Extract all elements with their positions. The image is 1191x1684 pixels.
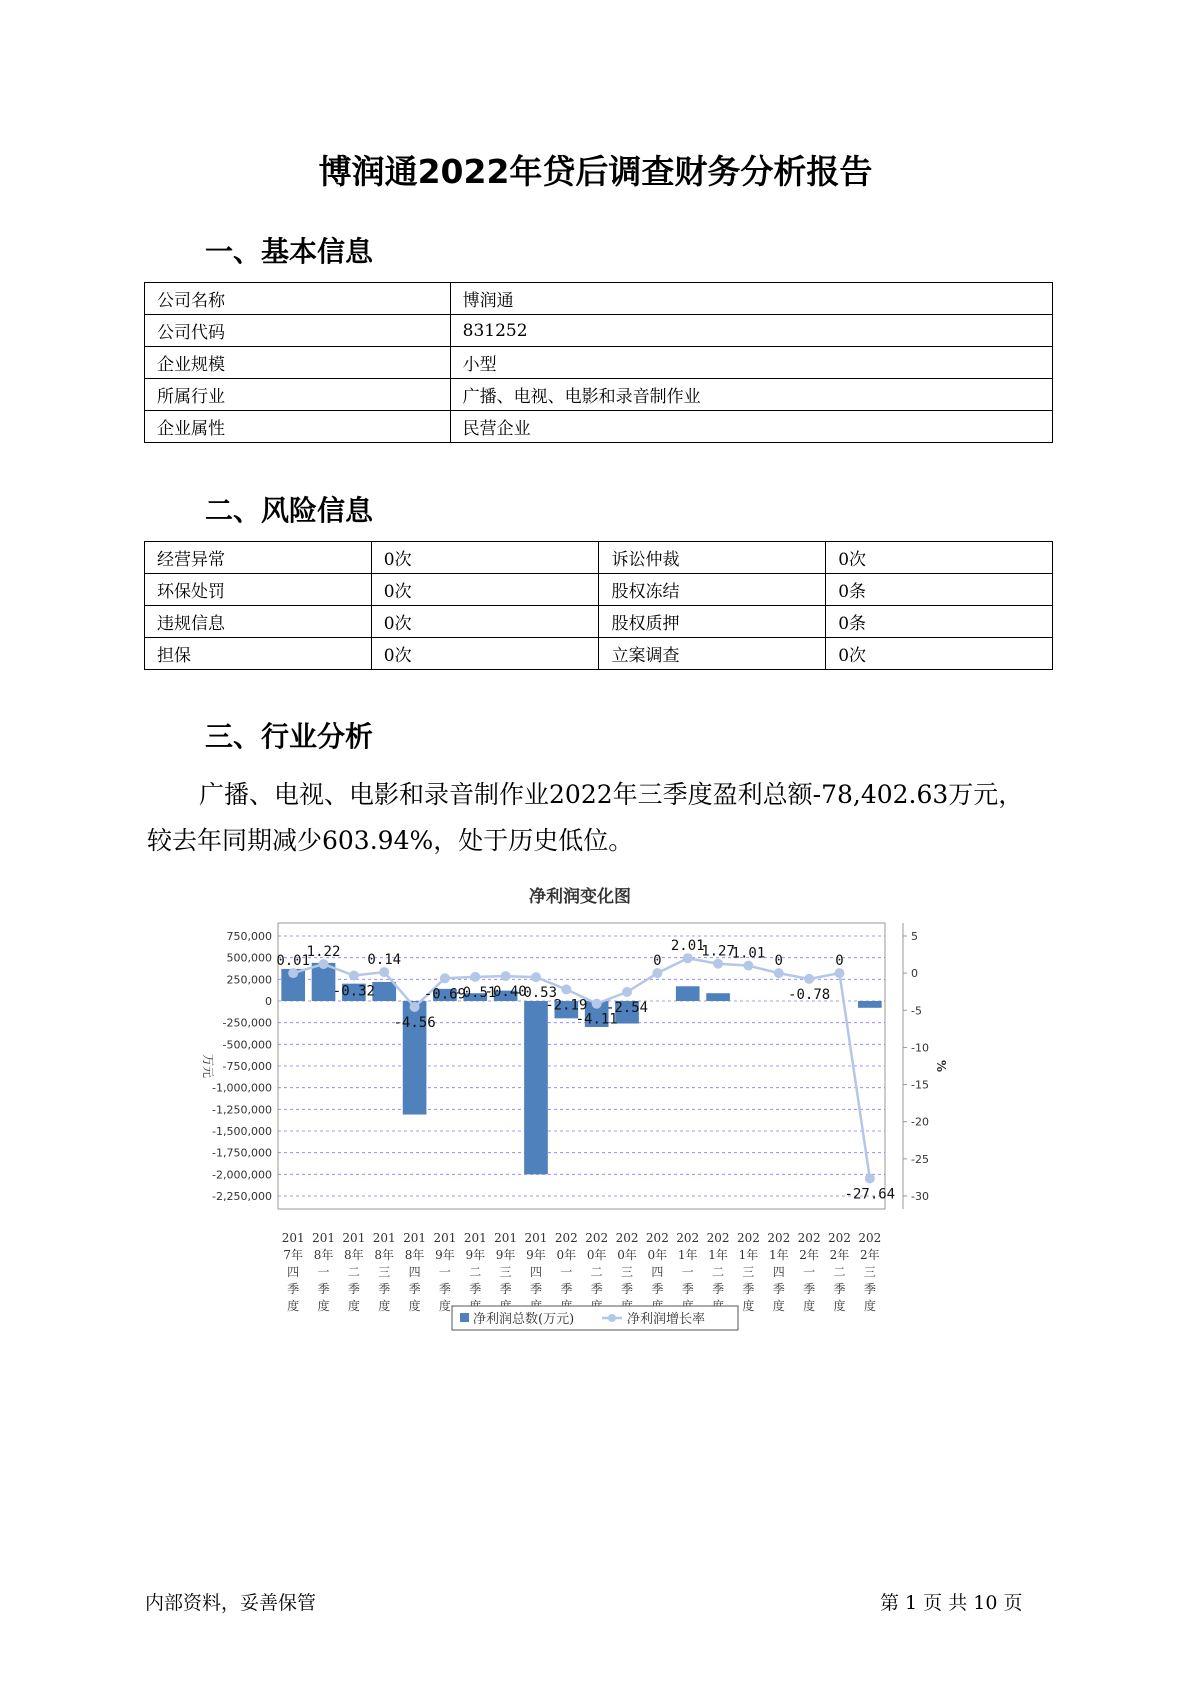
risk-value: 0条 [826, 574, 1053, 606]
growth-point [774, 968, 784, 978]
x-tick-label: 1年 [677, 1248, 698, 1262]
y-tick-label: -1,000,000 [212, 1081, 272, 1095]
x-tick-label: 四 [529, 1265, 542, 1279]
table-row [145, 638, 1053, 670]
x-tick-label: 度 [833, 1299, 846, 1313]
x-tick-label: 202 [858, 1231, 882, 1245]
section-industry-heading: 三、行业分析 [205, 720, 374, 753]
x-tick-label: 三 [499, 1265, 512, 1279]
table-row [145, 283, 1053, 315]
x-tick-label: 0年 [617, 1248, 637, 1262]
growth-point [743, 961, 753, 971]
data-label: 0 [835, 953, 844, 970]
data-label: 1.22 [306, 944, 341, 961]
growth-point [683, 953, 693, 963]
risk-info-table [144, 541, 1053, 670]
growth-point [379, 967, 389, 977]
risk-value: 0次 [371, 542, 599, 574]
x-tick-label: 四 [772, 1265, 785, 1279]
y-tick-label: 500,000 [226, 951, 272, 965]
x-tick-label: 度 [803, 1299, 816, 1313]
x-tick-label: 202 [828, 1231, 851, 1245]
x-tick-label: 9年 [526, 1248, 546, 1262]
x-tick-label: 2年 [829, 1248, 850, 1262]
x-tick-label: 季 [560, 1282, 573, 1296]
x-tick-label: 8年 [344, 1248, 364, 1262]
growth-point [288, 968, 298, 978]
x-tick-label: 季 [803, 1282, 816, 1296]
net-profit-chart [190, 880, 950, 1350]
x-tick-label: 二 [590, 1265, 603, 1279]
x-tick-label: 202 [645, 1231, 669, 1245]
growth-point [440, 973, 450, 983]
x-tick-label: 季 [529, 1282, 542, 1296]
section-basic-heading: 一、基本信息 [205, 235, 374, 268]
x-tick-label: 四 [651, 1265, 664, 1279]
x-tick-label: 201 [524, 1231, 548, 1245]
risk-label: 股权质押 [599, 606, 826, 638]
y-tick-label: 0 [265, 995, 272, 1008]
x-tick-label: 0年 [586, 1248, 607, 1262]
data-label: -2.54 [605, 1000, 649, 1017]
x-tick-label: 202 [767, 1231, 791, 1245]
risk-label: 违规信息 [145, 606, 372, 638]
growth-point [561, 984, 571, 994]
x-tick-label: 度 [347, 1299, 360, 1313]
x-tick-label: 201 [463, 1231, 487, 1245]
x-tick-label: 7年 [283, 1248, 303, 1262]
risk-label: 环保处罚 [145, 574, 372, 606]
x-tick-label: 202 [554, 1231, 578, 1245]
x-tick-label: 二 [469, 1265, 482, 1279]
y-tick-label: -750,000 [222, 1060, 272, 1073]
y-axis-label: 万元 [201, 1053, 215, 1079]
x-tick-label: 三 [621, 1265, 634, 1279]
y-tick-label: -2,000,000 [212, 1168, 272, 1182]
bar [372, 982, 396, 1001]
risk-value: 0次 [826, 638, 1053, 670]
growth-point [531, 972, 541, 982]
basic-value: 831252 [450, 315, 1052, 347]
y-tick-label: -1,500,000 [212, 1125, 272, 1138]
y-tick-label: -1,750,000 [212, 1146, 272, 1160]
industry-paragraph: 广播、电视、电影和录音制作业2022年三季度盈利总额-78,402.63万元，较去年同期减少603.94%，处于历史低位。 [147, 780, 1024, 855]
basic-value: 博润通 [450, 283, 1052, 315]
y2-axis-label: % [934, 1059, 948, 1073]
x-tick-label: 一 [560, 1265, 573, 1279]
data-label: -0.53 [514, 985, 558, 1002]
basic-value: 小型 [450, 347, 1052, 379]
x-tick-label: 9年 [435, 1248, 455, 1262]
x-tick-label: 季 [772, 1282, 785, 1296]
data-label: -27.64 [844, 1186, 896, 1203]
x-tick-label: 2年 [860, 1248, 880, 1262]
x-tick-label: 季 [651, 1282, 664, 1296]
x-tick-label: 9年 [465, 1248, 486, 1262]
x-tick-label: 2年 [799, 1248, 819, 1262]
data-label: -0.51 [454, 984, 497, 1001]
risk-value: 0次 [371, 606, 599, 638]
data-label: -0.69 [423, 986, 467, 1003]
x-tick-label: 三 [863, 1265, 876, 1279]
footer-note: 内部资料，妥善保管 [145, 1592, 317, 1614]
y2-tick-label: -5 [911, 1004, 922, 1018]
table-row [145, 606, 1053, 638]
x-tick-label: 202 [736, 1231, 760, 1245]
data-label: 0.01 [276, 953, 311, 970]
y-tick-label: -500,000 [222, 1038, 272, 1052]
risk-label: 担保 [145, 638, 372, 670]
growth-point [834, 968, 844, 978]
chart-title: 净利润变化图 [529, 887, 631, 907]
x-tick-label: 季 [833, 1282, 846, 1296]
x-tick-label: 201 [342, 1231, 366, 1245]
data-label: 2.01 [670, 938, 705, 955]
risk-label: 经营异常 [145, 542, 372, 574]
bar [676, 986, 700, 1001]
section-risk-heading: 二、风险信息 [205, 494, 374, 527]
x-tick-label: 0年 [647, 1248, 668, 1262]
risk-value: 0次 [826, 542, 1053, 574]
y2-tick-label: -15 [911, 1078, 929, 1092]
x-tick-label: 201 [372, 1231, 396, 1245]
y2-tick-label: 5 [911, 930, 918, 943]
x-tick-label: 8年 [374, 1248, 395, 1262]
growth-point [804, 974, 814, 984]
basic-label: 所属行业 [145, 379, 451, 411]
basic-label: 公司代码 [145, 315, 451, 347]
x-tick-label: 度 [378, 1299, 391, 1313]
x-tick-label: 一 [803, 1265, 816, 1279]
x-tick-label: 三 [742, 1265, 755, 1279]
bar [858, 1001, 882, 1008]
x-tick-label: 202 [797, 1231, 821, 1245]
bar [706, 993, 730, 1001]
x-tick-label: 季 [712, 1282, 725, 1296]
x-tick-label: 202 [585, 1231, 609, 1245]
data-label: 0 [774, 953, 783, 970]
data-label: -0.32 [332, 983, 375, 1000]
x-tick-label: 三 [378, 1265, 391, 1279]
x-tick-label: 一 [317, 1265, 330, 1279]
legend-line-marker [608, 1314, 616, 1322]
page-number: 第 1 页 共 10 页 [880, 1592, 1023, 1614]
y2-tick-label: -10 [911, 1041, 929, 1055]
growth-point [319, 959, 329, 969]
x-tick-label: 度 [772, 1299, 785, 1313]
x-tick-label: 一 [438, 1265, 451, 1279]
risk-value: 0次 [371, 574, 599, 606]
data-label: 1.01 [731, 945, 766, 962]
table-row [145, 574, 1053, 606]
data-label: -0.40 [484, 984, 527, 1001]
table-row [145, 347, 1053, 379]
basic-value: 广播、电视、电影和录音制作业 [450, 379, 1052, 411]
y-tick-label: -250,000 [222, 1016, 272, 1030]
x-tick-label: 季 [287, 1282, 300, 1296]
data-label: 0 [653, 953, 662, 970]
x-tick-label: 1年 [738, 1248, 759, 1262]
risk-label: 股权冻结 [599, 574, 826, 606]
table-row [145, 411, 1053, 443]
legend-label: 净利润总数(万元) [473, 1312, 575, 1327]
x-tick-label: 度 [317, 1299, 330, 1313]
x-tick-label: 季 [378, 1282, 391, 1296]
growth-point [652, 968, 662, 978]
x-tick-label: 201 [403, 1231, 427, 1245]
y2-tick-label: -20 [911, 1115, 929, 1129]
y2-tick-label: 0 [911, 967, 918, 981]
x-tick-label: 1年 [768, 1248, 789, 1262]
x-tick-label: 季 [499, 1282, 512, 1296]
data-label: -4.11 [575, 1011, 618, 1028]
growth-point [470, 972, 480, 982]
y-tick-label: -1,250,000 [212, 1103, 272, 1117]
x-tick-label: 二 [833, 1265, 846, 1279]
x-tick-label: 季 [469, 1282, 482, 1296]
x-tick-label: 202 [615, 1231, 639, 1245]
x-tick-label: 季 [621, 1282, 634, 1296]
risk-value: 0次 [371, 638, 599, 670]
data-label: 0.14 [367, 952, 402, 969]
x-tick-label: 1年 [708, 1248, 728, 1262]
x-tick-label: 季 [347, 1282, 360, 1296]
risk-label: 诉讼仲裁 [599, 542, 826, 574]
table-row [145, 315, 1053, 347]
x-tick-label: 季 [317, 1282, 330, 1296]
page-title: 博润通2022年贷后调查财务分析报告 [318, 152, 873, 191]
bar [524, 1001, 548, 1174]
x-tick-label: 季 [438, 1282, 451, 1296]
growth-point [410, 1002, 420, 1012]
x-tick-label: 度 [863, 1299, 876, 1313]
x-tick-label: 8年 [404, 1248, 425, 1262]
x-tick-label: 8年 [313, 1248, 334, 1262]
growth-point [349, 971, 359, 981]
growth-point [713, 959, 723, 969]
risk-value: 0条 [826, 606, 1053, 638]
y-tick-label: -2,250,000 [212, 1190, 272, 1203]
y-tick-label: 750,000 [226, 930, 272, 943]
legend-bar-swatch [460, 1313, 469, 1322]
x-tick-label: 202 [706, 1231, 730, 1245]
x-tick-label: 202 [676, 1231, 700, 1245]
x-tick-label: 季 [742, 1282, 755, 1296]
basic-label: 企业属性 [145, 411, 451, 443]
x-tick-label: 季 [863, 1282, 876, 1296]
growth-point [592, 999, 602, 1009]
x-tick-label: 度 [742, 1299, 755, 1313]
y2-tick-label: -25 [911, 1152, 929, 1166]
data-label: -2.19 [545, 997, 588, 1014]
x-tick-label: 0年 [556, 1248, 577, 1262]
data-label: 1.27 [701, 943, 735, 960]
x-tick-label: 四 [408, 1265, 421, 1279]
x-tick-label: 度 [438, 1299, 451, 1313]
table-row [145, 542, 1053, 574]
growth-point [622, 987, 632, 997]
x-tick-label: 201 [312, 1231, 335, 1245]
x-tick-label: 二 [712, 1265, 725, 1279]
x-tick-label: 度 [408, 1299, 421, 1313]
data-label: -4.56 [393, 1015, 436, 1032]
x-tick-label: 201 [433, 1231, 457, 1245]
x-tick-label: 201 [281, 1231, 305, 1245]
data-label: -0.78 [788, 986, 831, 1003]
x-tick-label: 季 [408, 1282, 421, 1296]
x-tick-label: 一 [681, 1265, 694, 1279]
x-tick-label: 二 [347, 1265, 360, 1279]
basic-label: 企业规模 [145, 347, 451, 379]
x-tick-label: 季 [590, 1282, 603, 1296]
x-tick-label: 201 [494, 1231, 518, 1245]
x-tick-label: 四 [287, 1265, 300, 1279]
y-tick-label: 250,000 [226, 973, 272, 987]
growth-point [865, 1173, 875, 1183]
x-tick-label: 度 [287, 1299, 300, 1313]
y2-tick-label: -30 [911, 1190, 929, 1203]
basic-value: 民营企业 [450, 411, 1052, 443]
basic-info-table [144, 282, 1053, 443]
x-tick-label: 9年 [495, 1248, 516, 1262]
legend-label: 净利润增长率 [627, 1312, 706, 1327]
growth-point [501, 971, 511, 981]
table-row [145, 379, 1053, 411]
x-tick-label: 季 [681, 1282, 694, 1296]
basic-label: 公司名称 [145, 283, 451, 315]
risk-label: 立案调查 [599, 638, 826, 670]
